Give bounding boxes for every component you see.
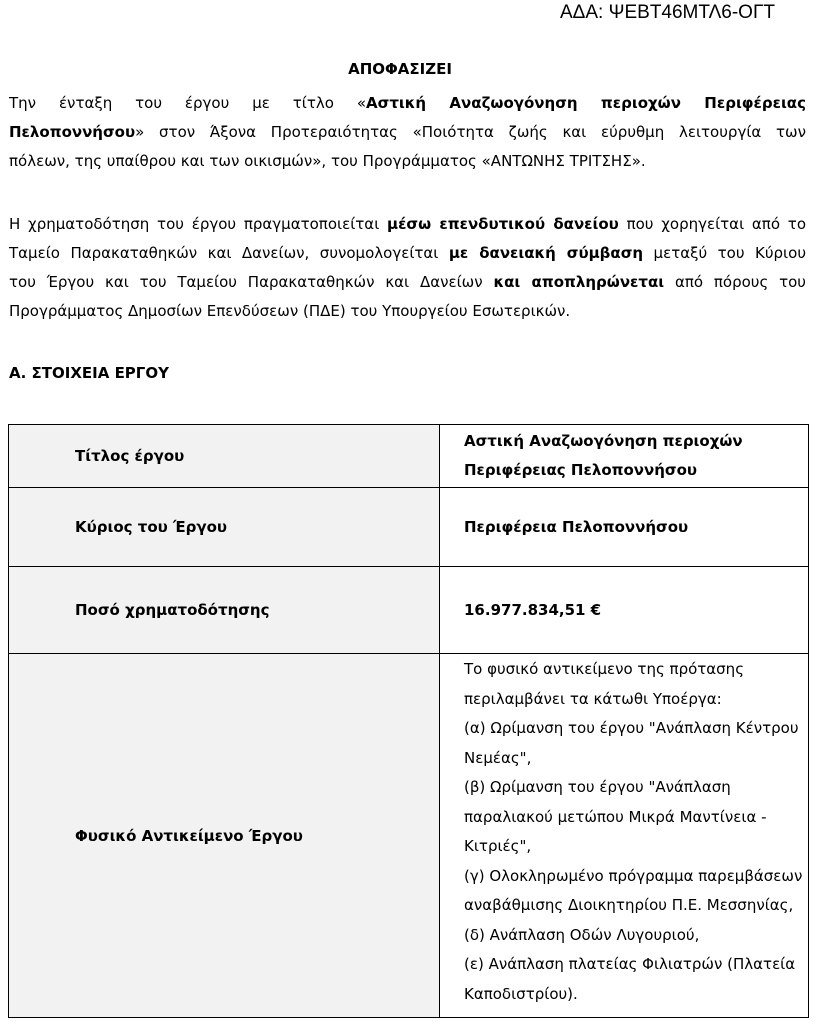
text-span: » στον Άξονα Προτεραιότητας «Ποιότητα ζωής και εύρυθμη λειτουργία των bbox=[135, 123, 806, 141]
financing-paragraph bbox=[9, 210, 806, 326]
label-cell: Κύριος του Έργου bbox=[9, 488, 440, 567]
paragraph1-line2 bbox=[9, 118, 806, 147]
value-cell bbox=[440, 425, 809, 488]
subproject-line: (β) Ωρίμανση του έργου "Ανάπλαση bbox=[464, 778, 731, 796]
subproject-line: Κιτριές", bbox=[464, 837, 532, 855]
table-row bbox=[9, 488, 809, 567]
subproject-line: περιλαμβάνει τα κάτωθι Υποέργα: bbox=[464, 689, 722, 708]
inclusion-paragraph bbox=[9, 89, 806, 176]
subprojects-list bbox=[464, 655, 808, 1009]
table-row bbox=[9, 654, 809, 1018]
text-span: του Έργου και του Ταμείου Παρακαταθηκών και Δανείων bbox=[9, 273, 494, 291]
paragraph2-line2 bbox=[9, 239, 806, 268]
label-cell: Ποσό χρηματοδότησης bbox=[9, 567, 440, 654]
value-cell: Περιφέρεια Πελοποννήσου bbox=[440, 488, 809, 567]
subproject-line: (ε) Ανάπλαση πλατείας Φιλιατρών (Πλατεία bbox=[464, 955, 796, 973]
text-span: Την ένταξη του έργου με τίτλο « bbox=[9, 94, 367, 112]
text-span: Η χρηματοδότηση του έργου πραγματοποιείται bbox=[9, 215, 388, 233]
paragraph2-line3 bbox=[9, 268, 806, 297]
text-span: από πόρους του bbox=[664, 273, 806, 291]
value-cell: 16.977.834,51 € bbox=[440, 567, 809, 654]
paragraph2-line1 bbox=[9, 210, 806, 239]
project-title-bold-cont: Πελοποννήσου bbox=[9, 123, 136, 141]
subproject-line: αναβάθμισης Διοικητηρίου Π.Ε. Μεσσηνίας, bbox=[464, 896, 794, 914]
subproject-line: (δ) Ανάπλαση Οδών Λυγουριού, bbox=[464, 925, 700, 944]
paragraph1-line1 bbox=[9, 89, 806, 118]
paragraph2-line4: Προγράμματος Δημοσίων Επενδύσεων (ΠΔΕ) του Υπουργείου Εσωτερικών. bbox=[9, 302, 571, 320]
subproject-line: παραλιακού μετώπου Μικρά Μαντίνεια - bbox=[464, 807, 767, 826]
text-span: Ταμείο Παρακαταθηκών και Δανείων, συνομολογείται bbox=[9, 244, 449, 262]
table-row bbox=[9, 425, 809, 488]
subproject-line: Καποδιστρίου). bbox=[464, 984, 578, 1003]
label-cell: Φυσικό Αντικείμενο Έργου bbox=[9, 654, 440, 1018]
label-cell: Τίτλος έργου bbox=[9, 425, 440, 488]
subproject-line: (α) Ωρίμανση του έργου "Ανάπλαση Κέντρου bbox=[464, 719, 799, 737]
subproject-line: Το φυσικό αντικείμενο της πρότασης bbox=[464, 660, 744, 678]
value-line: Αστική Αναζωογόνηση περιοχών bbox=[464, 432, 743, 450]
decision-heading: ΑΠΟΦΑΣΙΖΕΙ bbox=[348, 60, 452, 78]
project-title-bold: Αστική Αναζωογόνηση περιοχών Περιφέρειας bbox=[366, 94, 806, 112]
bold-span: μέσω επενδυτικού δανείου bbox=[387, 215, 619, 233]
section-title: Α. ΣΤΟΙΧΕΙΑ ΕΡΓΟΥ bbox=[9, 364, 169, 382]
value-line: Περιφέρειας Πελοποννήσου bbox=[464, 461, 698, 479]
table-row bbox=[9, 567, 809, 654]
bold-span: με δανειακή σύμβαση bbox=[448, 244, 644, 262]
paragraph1-line3: πόλεων, της υπαίθρου και των οικισμών», του Προγράμματος «ΑΝΤΩΝΗΣ ΤΡΙΤΣΗΣ». bbox=[9, 152, 646, 170]
subproject-line: (γ) Ολοκληρωμένο πρόγραμμα παρεμβάσεων bbox=[464, 866, 803, 885]
title-value bbox=[464, 427, 808, 485]
project-info-table bbox=[8, 424, 809, 1018]
value-cell bbox=[440, 654, 809, 1018]
text-span: μεταξύ του Κύριου bbox=[643, 244, 806, 262]
text-span: που χορηγείται από το bbox=[618, 215, 806, 233]
subproject-line: Νεμέας", bbox=[464, 748, 532, 767]
bold-span: και αποπληρώνεται bbox=[493, 273, 665, 291]
ada-code: ΑΔΑ: ΨΕΒΤ46ΜΤΛ6-ΟΓΤ bbox=[560, 2, 776, 23]
